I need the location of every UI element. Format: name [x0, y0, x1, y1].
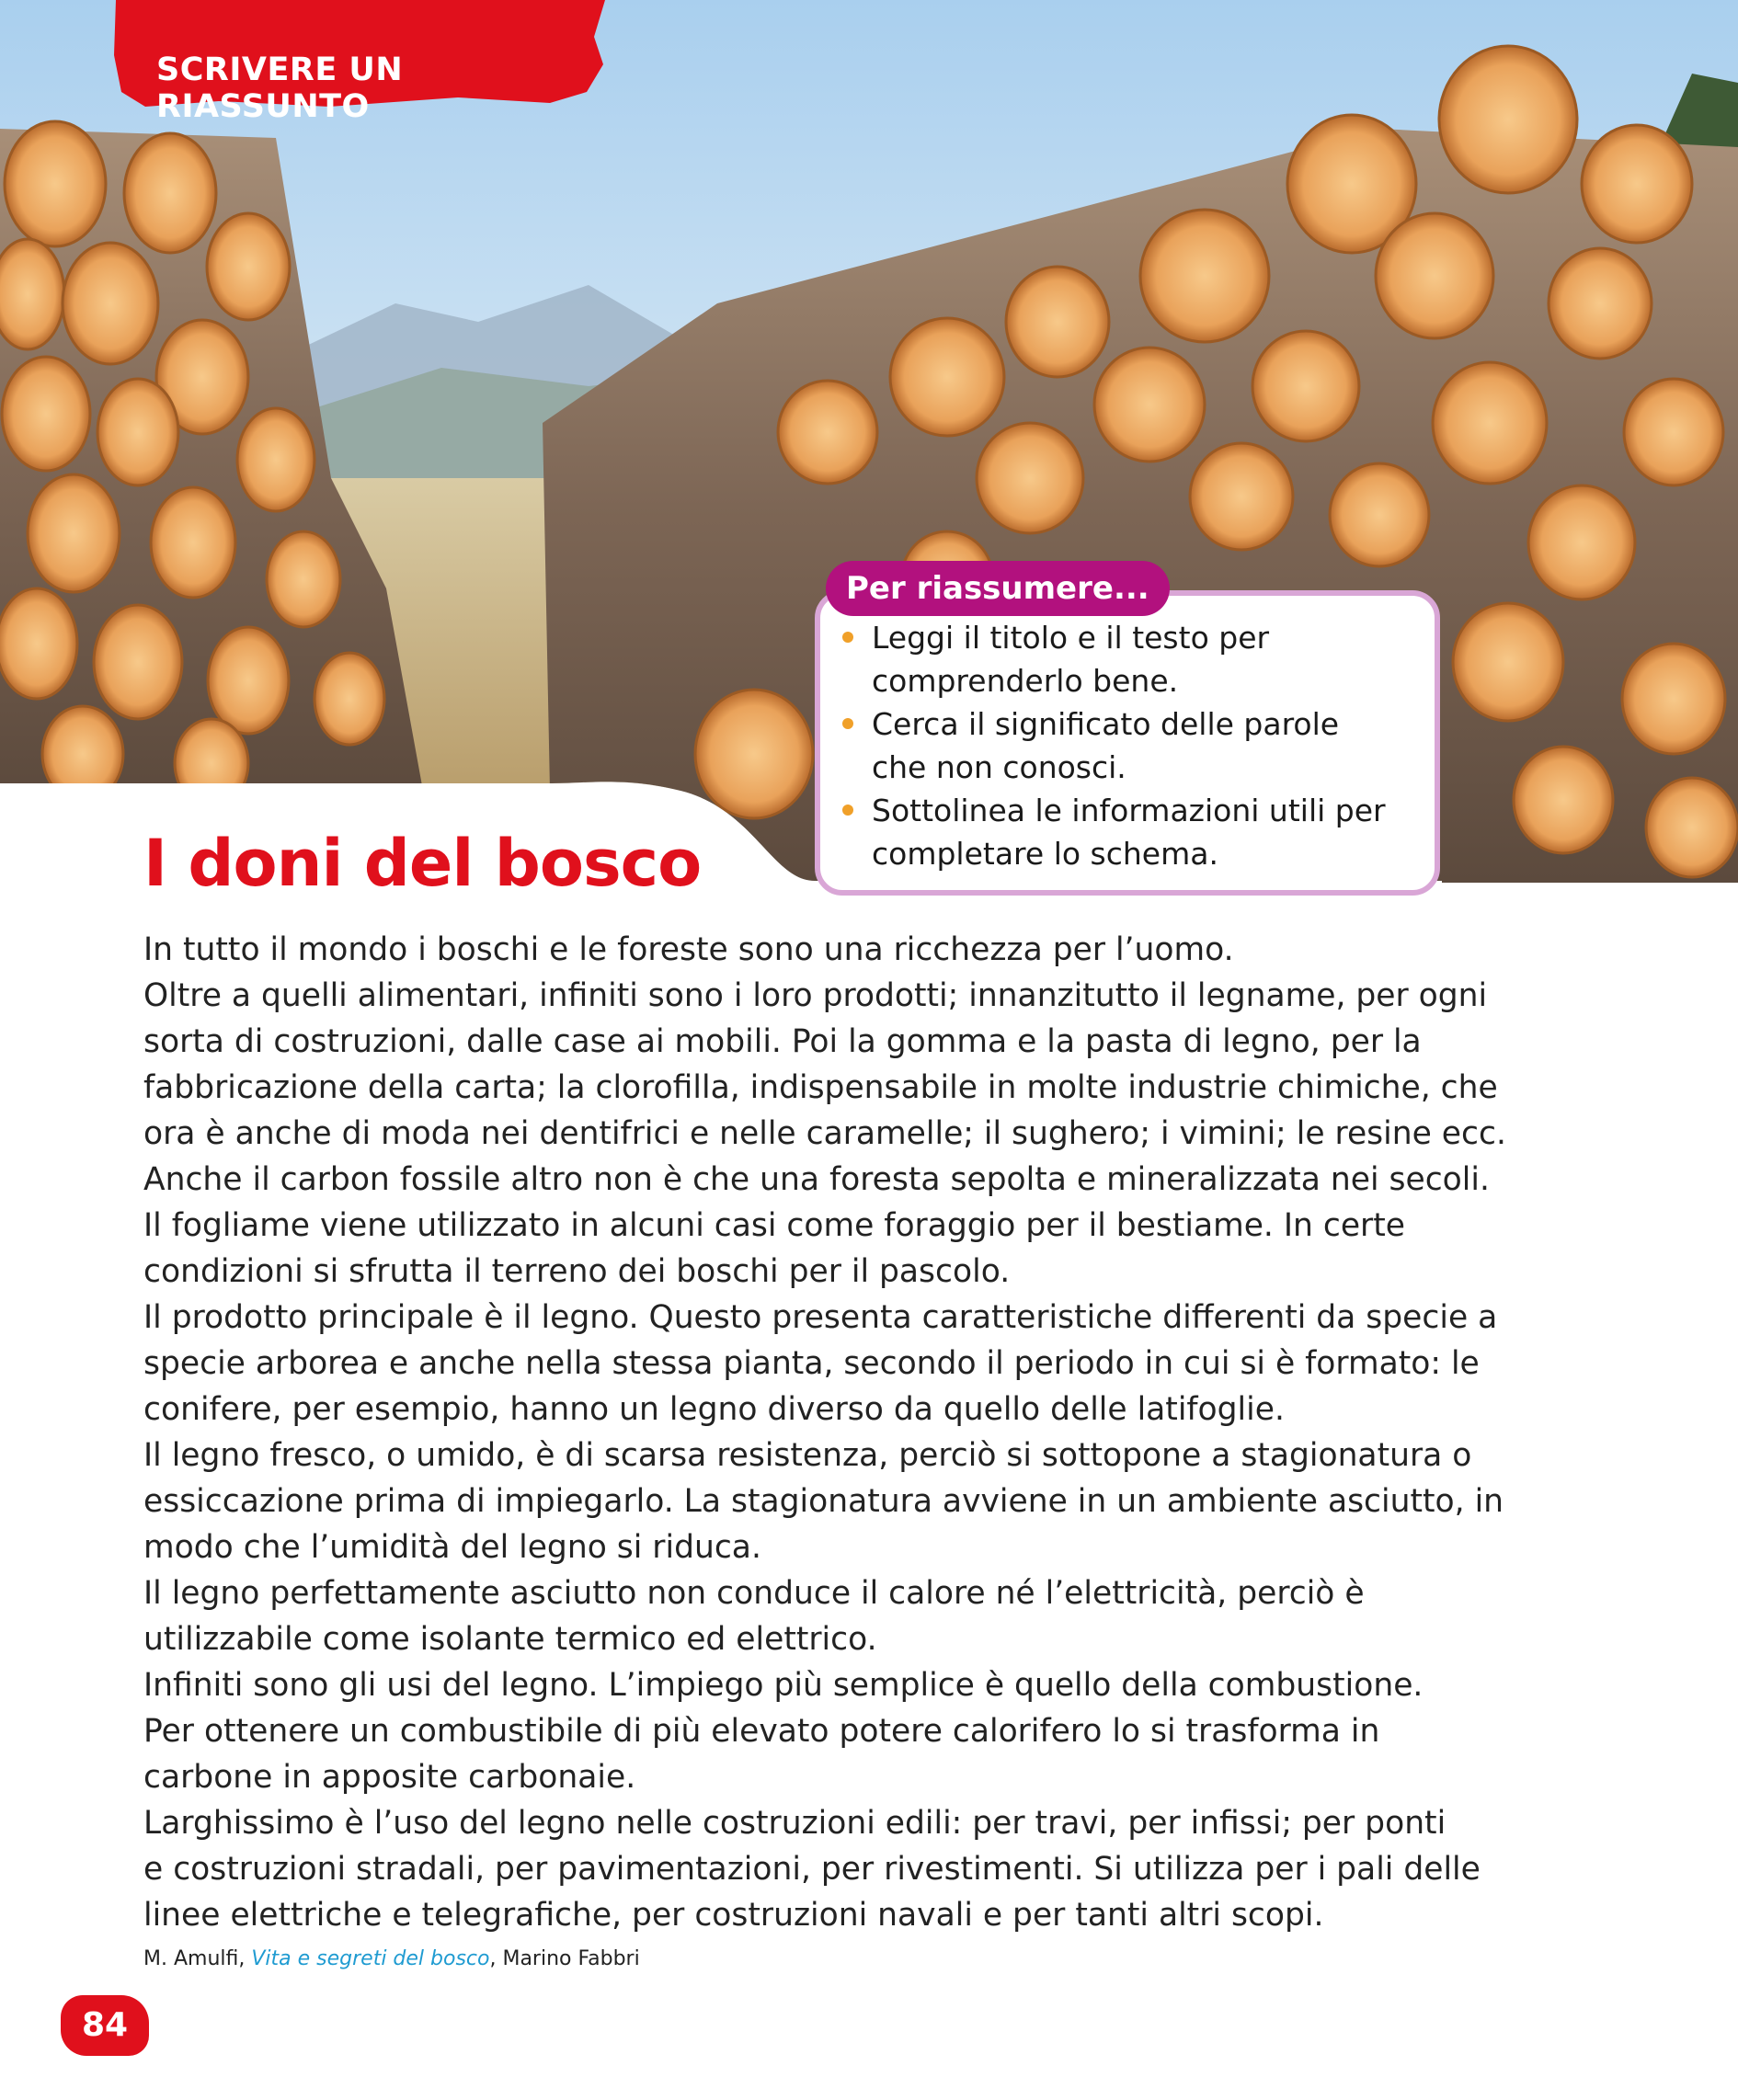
- body-line: linee elettriche e telegrafiche, per costruzioni navali e per tanti altri scopi.: [143, 1897, 1324, 1934]
- page-title: I doni del bosco: [143, 826, 702, 901]
- body-line: Oltre a quelli alimentari, infiniti sono i loro prodotti; innanzitutto il legname, per ogni: [143, 977, 1488, 1014]
- body-line: Anche il carbon fossile altro non è che una foresta sepolta e mineralizzata nei secoli.: [143, 1161, 1490, 1198]
- body-line: Per ottenere un combustibile di più elevato potere calorifero lo si trasforma in: [143, 1713, 1380, 1750]
- body-line: Larghissimo è l’uso del legno nelle costruzioni edili: per travi, per infissi; per ponti: [143, 1805, 1446, 1842]
- body-line: condizioni si sfrutta il terreno dei boschi per il pascolo.: [143, 1253, 1011, 1290]
- body-line: sorta di costruzioni, dalle case ai mobili. Poi la gomma e la pasta di legno, per la: [143, 1023, 1422, 1060]
- body-line: fabbricazione della carta; la clorofilla, indispensabile in molte industrie chimiche, che: [143, 1069, 1498, 1106]
- tips-box: [815, 590, 1440, 896]
- body-line: Il fogliame viene utilizzato in alcuni casi come foraggio per il bestiame. In certe: [143, 1207, 1405, 1244]
- body-line: utilizzabile come isolante termico ed elettrico.: [143, 1621, 877, 1658]
- tips-title: Per riassumere...: [826, 561, 1170, 616]
- page-number: 84: [61, 1995, 149, 2056]
- body-line: essiccazione prima di impiegarlo. La stagionatura avviene in un ambiente asciutto, in: [143, 1483, 1504, 1520]
- body-line: specie arborea e anche nella stessa pianta, secondo il periodo in cui si è formato: le: [143, 1345, 1480, 1382]
- body-line: In tutto il mondo i boschi e le foreste sono una ricchezza per l’uomo.: [143, 931, 1234, 968]
- tip-line: comprenderlo bene.: [872, 663, 1179, 699]
- tip-line: Cerca il significato delle parole: [872, 706, 1340, 742]
- tip-line: completare lo schema.: [872, 836, 1218, 872]
- body-line: Il prodotto principale è il legno. Questo presenta caratteristiche differenti da specie a: [143, 1299, 1498, 1336]
- tip-line: Leggi il titolo e il testo per: [872, 620, 1270, 656]
- body-line: conifere, per esempio, hanno un legno diverso da quello delle latifoglie.: [143, 1391, 1285, 1428]
- body-line: Il legno fresco, o umido, è di scarsa resistenza, perciò si sottopone a stagionatura o: [143, 1437, 1472, 1474]
- section-label-text: SCRIVERE UN RIASSUNTO: [156, 51, 404, 125]
- body-line: modo che l’umidità del legno si riduca.: [143, 1529, 761, 1566]
- credit-author: M. Amulfi,: [143, 1947, 252, 1970]
- source-credit: [143, 1947, 640, 1970]
- tip-item: [840, 789, 1425, 875]
- tips-list: [840, 616, 1425, 875]
- bullet-dot-icon: [842, 718, 853, 729]
- body-line: e costruzioni stradali, per pavimentazioni, per rivestimenti. Si utilizza per i pali delle: [143, 1851, 1481, 1888]
- bullet-dot-icon: [842, 632, 853, 643]
- body-line: carbone in apposite carbonaie.: [143, 1759, 636, 1796]
- tip-item: [840, 616, 1425, 702]
- section-label: [109, 0, 605, 125]
- tip-line: Sottolinea le informazioni utili per: [872, 793, 1386, 828]
- bullet-dot-icon: [842, 805, 853, 816]
- body-line: Infiniti sono gli usi del legno. L’impiego più semplice è quello della combustione.: [143, 1667, 1424, 1704]
- body-line: Il legno perfettamente asciutto non conduce il calore né l’elettricità, perciò è: [143, 1575, 1365, 1612]
- credit-publisher: , Marino Fabbri: [489, 1947, 640, 1970]
- body-line: ora è anche di moda nei dentifrici e nelle caramelle; il sughero; i vimini; le resine ecc.: [143, 1115, 1506, 1152]
- credit-book-title: Vita e segreti del bosco: [251, 1947, 490, 1970]
- tip-line: che non conosci.: [872, 749, 1126, 785]
- article-body: [143, 927, 1506, 1938]
- tip-item: [840, 702, 1425, 789]
